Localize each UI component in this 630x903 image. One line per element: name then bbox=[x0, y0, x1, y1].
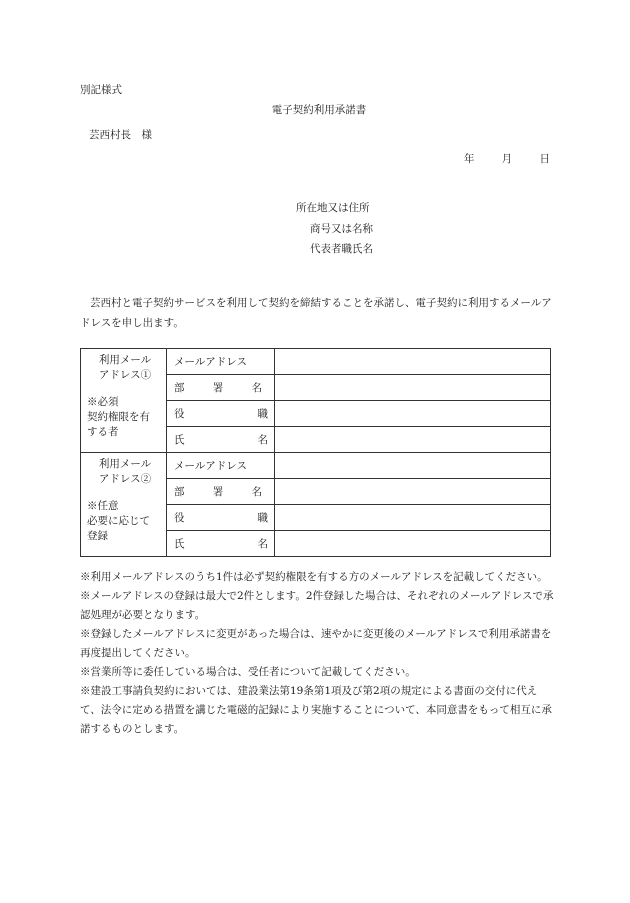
form-number: 別記様式 bbox=[80, 84, 122, 96]
date-month-label: 月 bbox=[501, 153, 513, 165]
note-item: ※建設工事請負契約においては、建設業法第19条第1項及び第2項の規定による書面の交付に代えて、法令に定める措置を講じた電磁的記録により実施することについて、本同意書をもって相互に承諾するものとします。 bbox=[80, 685, 552, 735]
date-year-label: 年 bbox=[463, 153, 475, 165]
label-char: 署 bbox=[212, 486, 224, 498]
position-label bbox=[167, 401, 275, 427]
label-char: 名 bbox=[257, 538, 268, 550]
label-char: 名 bbox=[251, 382, 262, 394]
label-char: 氏 bbox=[174, 538, 185, 550]
page-title: 電子契約利用承諾書 bbox=[271, 104, 367, 116]
label-char: 役 bbox=[174, 408, 185, 420]
email-1-field[interactable] bbox=[275, 349, 551, 375]
email-group-2-header bbox=[81, 453, 167, 557]
label-char: 役 bbox=[174, 512, 185, 524]
group-requirement-note: する者 bbox=[87, 426, 119, 438]
position-label bbox=[167, 505, 275, 531]
position-2-field[interactable] bbox=[275, 505, 551, 531]
group-requirement-note: 契約権限を有 bbox=[87, 411, 150, 423]
note-item: ※営業所等に委任している場合は、受任者について記載してください。 bbox=[80, 666, 416, 678]
group-caption: アドレス② bbox=[98, 473, 152, 485]
group-requirement-note: ※任意 bbox=[87, 500, 119, 512]
applicant-representative-label: 代表者職氏名 bbox=[310, 243, 373, 255]
table-row bbox=[81, 453, 551, 479]
note-item: ※登録したメールアドレスに変更があった場合は、速やかに変更後のメールアドレスで利用承諾書を再度提出してください。 bbox=[80, 628, 552, 659]
group-requirement-note: 登録 bbox=[87, 530, 108, 542]
label-char: 職 bbox=[257, 512, 268, 524]
group-caption: 利用メール bbox=[98, 354, 152, 366]
name-label bbox=[167, 427, 275, 453]
name-label bbox=[167, 531, 275, 557]
date-line bbox=[440, 151, 550, 166]
department-label bbox=[167, 479, 275, 505]
label-char: 署 bbox=[212, 382, 224, 394]
table-row bbox=[81, 349, 551, 375]
email-label: メールアドレス bbox=[167, 349, 275, 375]
group-caption: 利用メール bbox=[98, 458, 152, 470]
applicant-name-label: 商号又は名称 bbox=[310, 223, 373, 235]
date-day-label: 日 bbox=[539, 153, 550, 165]
name-2-field[interactable] bbox=[275, 531, 551, 557]
group-requirement-note: ※必須 bbox=[87, 396, 119, 408]
department-1-field[interactable] bbox=[275, 375, 551, 401]
label-char: 部 bbox=[174, 382, 185, 394]
note-item: ※利用メールアドレスのうち1件は必ず契約権限を有する方のメールアドレスを記載してください。 bbox=[80, 571, 548, 583]
group-requirement-note: 必要に応じて bbox=[87, 515, 150, 527]
label-char: 名 bbox=[251, 486, 262, 498]
addressee: 芸西村長 様 bbox=[89, 129, 152, 141]
applicant-address-label: 所在地又は住所 bbox=[296, 202, 370, 214]
group-caption: アドレス① bbox=[98, 369, 152, 381]
email-label: メールアドレス bbox=[167, 453, 275, 479]
label-char: 部 bbox=[174, 486, 185, 498]
notes-section bbox=[80, 568, 554, 739]
email-registration-table bbox=[80, 348, 551, 557]
note-item: ※メールアドレスの登録は最大で2件とします。2件登録した場合は、それぞれのメールアドレスで承認処理が必要となります。 bbox=[80, 590, 554, 621]
department-2-field[interactable] bbox=[275, 479, 551, 505]
email-2-field[interactable] bbox=[275, 453, 551, 479]
label-char: 氏 bbox=[174, 434, 185, 446]
name-1-field[interactable] bbox=[275, 427, 551, 453]
department-label bbox=[167, 375, 275, 401]
email-group-1-header bbox=[81, 349, 167, 453]
label-char: 名 bbox=[257, 434, 268, 446]
position-1-field[interactable] bbox=[275, 401, 551, 427]
label-char: 職 bbox=[257, 408, 268, 420]
intro-paragraph: 芸西村と電子契約サービスを利用して契約を締結することを承諾し、電子契約に利用するメールアドレスを申し出ます。 bbox=[80, 297, 552, 329]
